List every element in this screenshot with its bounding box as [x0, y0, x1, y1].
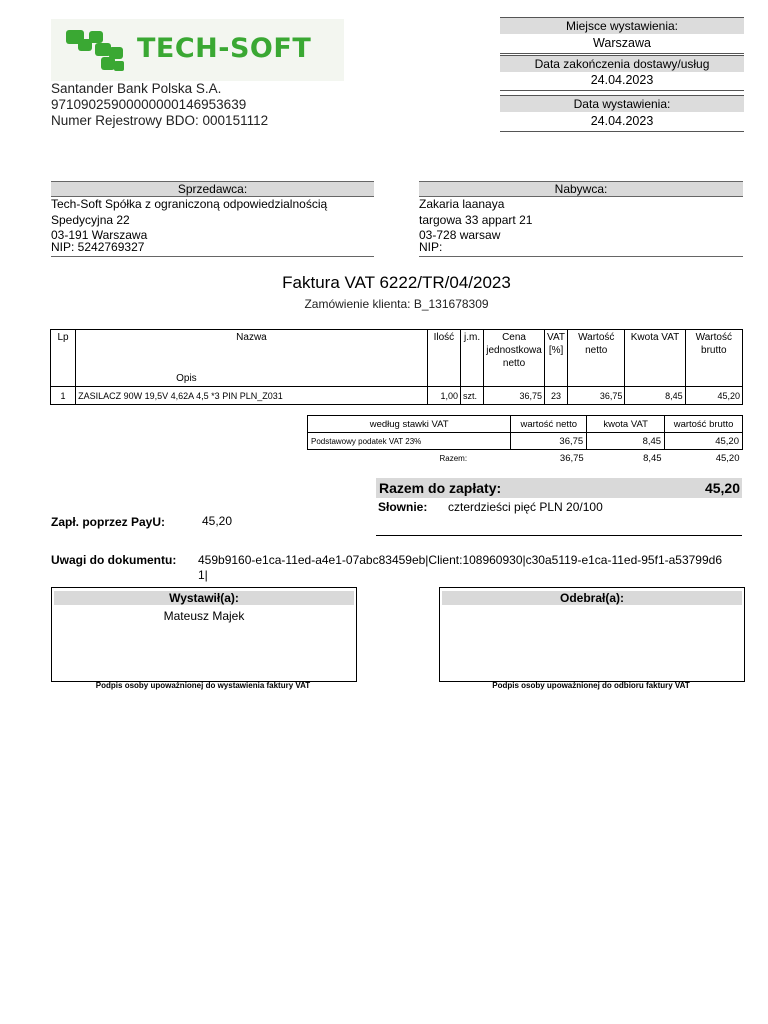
vat-net-value: 36,75	[511, 433, 587, 450]
buyer-street: targowa 33 appart 21	[419, 213, 533, 227]
col-vat: VAT [%]	[544, 330, 567, 387]
total-due-bar	[376, 478, 742, 498]
logo-mark-icon	[51, 19, 137, 81]
seller-street: Spedycyjna 22	[51, 213, 130, 227]
buyer-header: Nabywca:	[419, 181, 743, 197]
vat-header-row	[308, 416, 743, 433]
delivery-date-label: Data zakończenia dostawy/usług	[500, 55, 744, 72]
vat-total-amount: 8,45	[643, 452, 662, 464]
place-value: Warszawa	[500, 34, 744, 54]
vat-col-gross: wartość brutto	[665, 416, 743, 433]
vat-rate-name: Podstawowy podatek VAT 23%	[308, 433, 511, 450]
col-lp: Lp	[51, 330, 76, 387]
items-table	[50, 329, 743, 405]
vat-total-net: 36,75	[559, 452, 584, 464]
col-gross: Wartość brutto	[685, 330, 742, 387]
row-vat-amount: 8,45	[625, 387, 685, 405]
company-logo	[51, 19, 344, 81]
items-header-row	[51, 330, 743, 387]
row-gross: 45,20	[685, 387, 742, 405]
vat-total-row	[308, 450, 743, 467]
row-lp: 1	[51, 387, 76, 405]
seller-city: 03-191 Warszawa	[51, 228, 148, 242]
col-price: Cena jednostkowa netto	[484, 330, 545, 387]
vat-row	[308, 433, 743, 450]
vat-col-net: wartość netto	[511, 416, 587, 433]
payu-value: 45,20	[202, 514, 233, 528]
table-row	[51, 387, 743, 405]
row-qty: 1,00	[427, 387, 460, 405]
col-net: Wartość netto	[568, 330, 625, 387]
vat-total-label: Razem:	[439, 453, 468, 463]
receiver-signature-box	[439, 587, 745, 682]
seller-divider	[51, 256, 374, 257]
total-due-value: 45,20	[704, 480, 740, 496]
payu-label: Zapł. poprzez PayU:	[51, 515, 166, 529]
col-unit: j.m.	[460, 330, 483, 387]
bdo-number: Numer Rejestrowy BDO: 000151112	[51, 113, 269, 128]
slownie-label: Słownie:	[378, 500, 428, 514]
notes-label: Uwagi do dokumentu:	[51, 553, 177, 567]
seller-header: Sprzedawca:	[51, 181, 374, 197]
issuer-header: Wystawił(a):	[54, 591, 354, 605]
row-vat: 23	[544, 387, 567, 405]
issuer-name: Mateusz Majek	[163, 609, 245, 623]
issuer-signature-box	[51, 587, 357, 682]
receiver-header: Odebrał(a):	[442, 591, 742, 605]
total-divider	[376, 535, 742, 536]
vat-gross-value: 45,20	[665, 433, 743, 450]
buyer-city: 03-728 warsaw	[419, 228, 501, 242]
notes-line1: 459b9160-e1ca-11ed-a4e1-07abc83459eb|Client:108960930|c30a5119-e1ca-11ed-95f1-a53799d6	[198, 553, 723, 567]
col-name	[76, 330, 428, 387]
bank-name: Santander Bank Polska S.A.	[51, 81, 222, 96]
delivery-date-value: 24.04.2023	[500, 71, 744, 91]
receiver-caption: Podpis osoby upoważnionej do odbioru faktury VAT	[492, 681, 690, 690]
issuer-caption: Podpis osoby upoważnionej do wystawienia faktury VAT	[95, 681, 311, 690]
invoice-title: Faktura VAT 6222/TR/04/2023	[282, 273, 511, 292]
vat-summary-table	[307, 415, 743, 466]
slownie-value: czterdzieści pięć PLN 20/100	[448, 500, 603, 514]
seller-name: Tech-Soft Spółka z ograniczoną odpowiedzialnością	[51, 197, 328, 211]
row-net: 36,75	[568, 387, 625, 405]
buyer-nip: NIP:	[419, 240, 443, 254]
place-label: Miejsce wystawienia:	[500, 17, 744, 34]
row-unit: szt.	[460, 387, 483, 405]
row-price: 36,75	[484, 387, 545, 405]
buyer-name: Zakaria laanaya	[419, 197, 505, 211]
seller-nip: NIP: 5242769327	[51, 240, 145, 254]
col-qty: Ilość	[427, 330, 460, 387]
logo-text: TECH-SOFT	[137, 33, 312, 64]
order-number: Zamówienie klienta: B_131678309	[304, 297, 489, 311]
issue-date-label: Data wystawienia:	[500, 95, 744, 112]
bank-account: 97109025900000000146953639	[51, 97, 247, 112]
notes-line2: 1|	[198, 568, 208, 582]
col-vat-amount: Kwota VAT	[625, 330, 685, 387]
vat-amount-value: 8,45	[587, 433, 665, 450]
col-desc-label: Opis	[176, 373, 197, 384]
row-name: ZASILACZ 90W 19,5V 4,62A 4,5 *3 PIN PLN_Z031	[76, 387, 428, 405]
issue-date-value: 24.04.2023	[500, 112, 744, 132]
vat-col-rate: według stawki VAT	[308, 416, 511, 433]
buyer-divider	[419, 256, 743, 257]
total-due-label: Razem do zapłaty:	[379, 480, 502, 496]
vat-total-gross: 45,20	[715, 452, 740, 464]
col-name-label: Nazwa	[236, 332, 267, 343]
vat-col-amount: kwota VAT	[587, 416, 665, 433]
